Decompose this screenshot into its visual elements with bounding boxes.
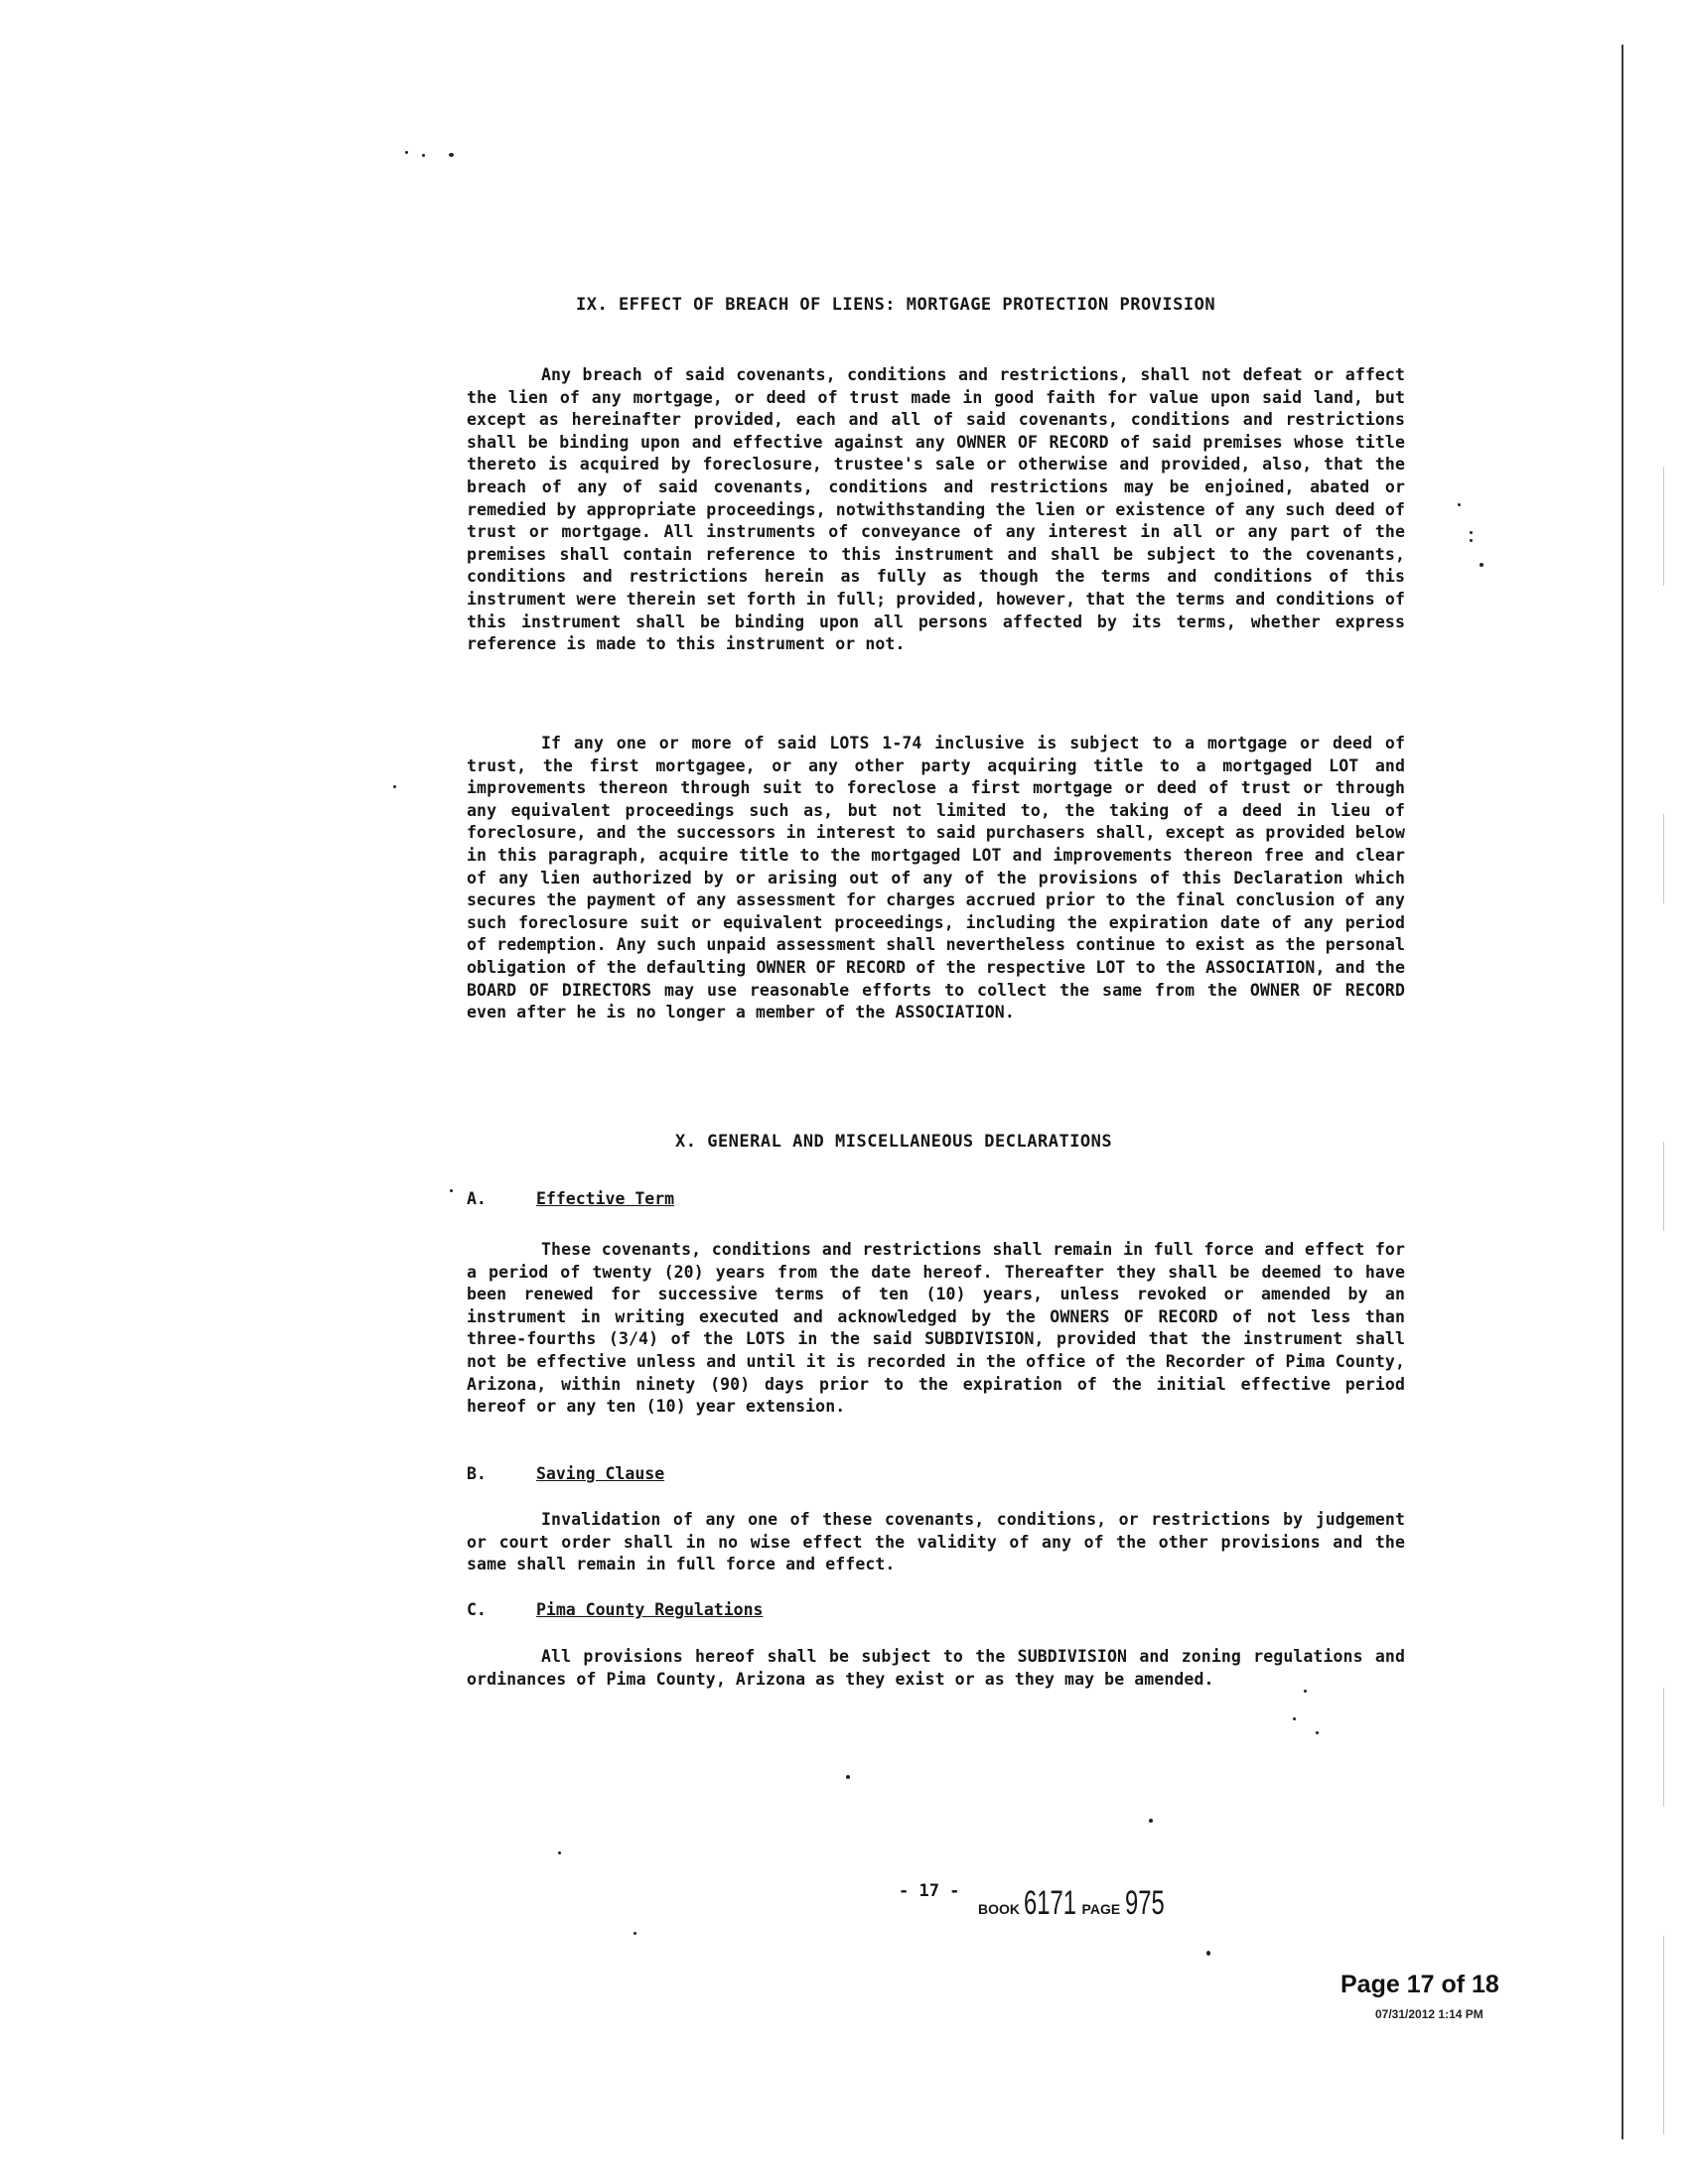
scan-speck <box>1293 1717 1296 1720</box>
scan-speck <box>1470 539 1473 542</box>
subsection-b-letter: B. <box>467 1464 487 1483</box>
scan-speck <box>405 151 408 154</box>
book-label: BOOK <box>978 1901 1020 1917</box>
section-ix-heading: IX. EFFECT OF BREACH OF LIENS: MORTGAGE PROTECTION PROVISION <box>576 295 1216 315</box>
subsection-b-heading <box>467 1464 664 1483</box>
scan-speck <box>1149 1819 1153 1823</box>
subsection-a-title: Effective Term <box>536 1189 675 1208</box>
scan-speck <box>1316 1731 1319 1734</box>
subsection-b-title: Saving Clause <box>536 1464 665 1483</box>
page-number: - 17 - <box>899 1881 960 1901</box>
section-ix-paragraph-1: Any breach of said covenants, conditions and restrictions, shall not defeat or affect the lien of any mortgage, or deed of trust made in good faith for value upon said land, but except as hereinafter provided, each and all of said covenants, conditions and restrictions shall be binding upon and effective against any OWNER OF RECORD of said premises whose title thereto is acquired by foreclosure, trustee's sale or otherwise and provided, also, that the breach of any of said covenants, conditions and restrictions may be enjoined, abated or remedied by appropriate proceedings, notwithstanding the lien or existence of any such deed of trust or mortgage. All instruments of conveyance of any interest in all or any part of the premises shall contain reference to this instrument and shall be subject to the covenants, conditions and restrictions herein as fully as though the terms and conditions of this instrument were therein set forth in full; provided, however, that the terms and conditions of this instrument shall be binding upon all persons affected by its terms, whether express reference is made to this instrument or not. <box>467 365 1405 654</box>
section-ix-paragraph-2: If any one or more of said LOTS 1-74 inclusive is subject to a mortgage or deed of trust, the first mortgagee, or any other party acquiring title to a mortgaged LOT and improvements thereon through suit to foreclose a first mortgage or deed of trust or through any equivalent proceedings such as, but not limited to, the taking of a deed in lieu of foreclosure, and the successors in interest to said purchasers shall, except as provided below in this paragraph, acquire title to the mortgaged LOT and improvements thereon free and clear of any lien authorized by or arising out of any of the provisions of this Declaration which secures the payment of any assessment for charges accrued prior to the final conclusion of any such foreclosure suit or equivalent proceedings, including the expiration date of any period of redemption. Any such unpaid assessment shall nevertheless continue to exist as the personal obligation of the defaulting OWNER OF RECORD of the respective LOT to the ASSOCIATION, and the BOARD OF DIRECTORS may use reasonable efforts to collect the same from the OWNER OF RECORD even after he is no longer a member of the ASSOCIATION. <box>467 734 1405 1023</box>
print-timestamp: 07/31/2012 1:14 PM <box>1375 2007 1483 2021</box>
subsection-c-title: Pima County Regulations <box>536 1600 764 1619</box>
subsection-c-letter: C. <box>467 1600 487 1619</box>
section-x-heading: X. GENERAL AND MISCELLANEOUS DECLARATIONS <box>675 1132 1113 1152</box>
page-label: PAGE <box>1081 1901 1121 1917</box>
subsection-a-text: These covenants, conditions and restrictions shall remain in full force and effect for a period of twenty (20) years from the date hereof. Thereafter they shall be deemed to have been renewed for successive terms of ten (10) years, unless revoked or amended by an instrument in writing executed and acknowledged by the OWNERS OF RECORD of not less than three-fourths (3/4) of the LOTS in the said SUBDIVISION, provided that the instrument shall not be effective unless and until it is recorded in the office of the Recorder of Pima County, Arizona, within ninety (90) days prior to the expiration of the initial effective period hereof or any ten (10) year extension. <box>467 1240 1405 1417</box>
subsection-c-text: All provisions hereof shall be subject to the SUBDIVISION and zoning regulations and ordinances of Pima County, Arizona as they exist or as they may be amended. <box>467 1647 1405 1689</box>
scan-margin-mark <box>1663 467 1664 586</box>
scan-margin-mark <box>1663 1688 1664 1807</box>
scan-speck <box>846 1775 850 1779</box>
scan-speck <box>1458 503 1461 506</box>
scan-margin-mark <box>1663 1142 1664 1231</box>
page-counter: Page 17 of 18 <box>1340 1971 1499 1998</box>
subsection-a-letter: A. <box>467 1189 487 1208</box>
subsection-a-heading <box>467 1189 674 1208</box>
page-ref: 975 <box>1124 1884 1165 1922</box>
scan-speck <box>449 153 454 157</box>
subsection-b-text: Invalidation of any one of these covenants, conditions, or restrictions by judgement or court order shall in no wise effect the validity of any of the other provisions and the same shall remain in full force and effect. <box>467 1510 1405 1574</box>
scan-speck <box>393 785 396 788</box>
scan-speck <box>634 1932 636 1935</box>
scan-speck <box>1480 563 1483 567</box>
scan-speck <box>422 154 425 157</box>
scan-speck <box>1206 1951 1210 1956</box>
scan-margin-mark <box>1663 1936 1664 2134</box>
scan-speck <box>450 1189 453 1192</box>
subsection-c-heading <box>467 1600 763 1619</box>
book-page-stamp <box>978 1884 1181 1923</box>
scan-margin-mark <box>1663 814 1664 903</box>
scan-margin-line <box>1622 45 1623 2139</box>
scan-speck <box>1470 531 1473 534</box>
scan-speck <box>558 1851 561 1854</box>
book-number: 6171 <box>1024 1884 1077 1922</box>
